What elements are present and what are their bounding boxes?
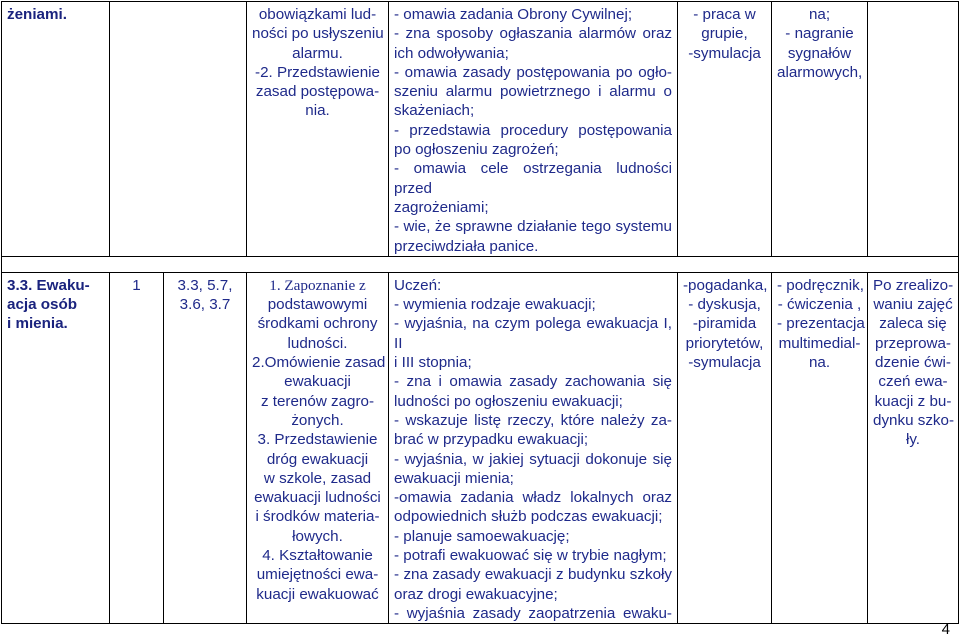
text-line: i mienia.: [7, 315, 68, 333]
text-line: -symulacja: [688, 354, 761, 372]
curriculum-table: [1, 1, 959, 624]
text-line: dynku szko-: [873, 411, 955, 429]
text-line: przeprowa-: [875, 334, 951, 352]
text-line: żonych.: [291, 411, 344, 429]
text-line: ludności.: [287, 334, 348, 352]
text-line: umiejętności ewa-: [256, 566, 379, 584]
text-line: odpowiednich służb podczas ewakuacji;: [394, 508, 663, 526]
text-line: - podręcznik,: [777, 276, 864, 294]
text-line: - omawia zadania Obrony Cywilnej;: [394, 6, 633, 23]
text-line: - wskazuje listę rzeczy, które należy za-: [394, 411, 672, 429]
table-row: [2, 272, 959, 623]
text-line: środkami ochrony: [257, 315, 378, 333]
cell-aids: [772, 2, 868, 257]
text-line: ich odwoływania;: [394, 44, 509, 62]
text-line: - nagranie: [785, 25, 854, 43]
text-line: ności po usłyszeniu: [252, 25, 384, 43]
text-line: -piramida: [692, 315, 757, 333]
text-line: 3. Przedstawienie: [257, 431, 378, 449]
text-line: dróg ewakuacji: [266, 450, 369, 468]
cell-content: [247, 272, 389, 623]
text-line: Po zrealizo-: [873, 276, 954, 294]
cell-notes: [868, 2, 959, 257]
text-line: oraz drogi ewakuacyjne;: [394, 585, 558, 603]
text-line: - planuje samoewakuację;: [394, 527, 570, 545]
text-line: w szkole, zasad: [263, 469, 372, 487]
text-line: - praca w: [693, 6, 756, 23]
text-line: skażeniach;: [394, 102, 475, 120]
text-line: ły.: [905, 431, 921, 449]
cell-hours: [110, 272, 164, 623]
text-line: 1. Zapoznanie z: [269, 276, 366, 294]
text-line: - omawia zasady postępowania po ogło-: [394, 63, 672, 81]
text-line: sygnałów: [787, 44, 852, 62]
cell-notes: [868, 272, 959, 623]
text-line: -2. Przedstawienie: [255, 63, 380, 81]
text-line: po ogłoszeniu zagrożeń;: [394, 141, 559, 159]
text-line: zaleca się: [879, 315, 947, 333]
text-line: podstawowymi: [267, 296, 368, 314]
text-line: waniu zajęć: [873, 296, 953, 314]
text-line: kuacji ewakuować: [256, 585, 379, 603]
text-line: -omawia zadania władz lokalnych oraz: [394, 489, 672, 507]
text-line: z terenów zagro-: [260, 392, 375, 410]
text-line: na.: [808, 354, 831, 372]
page-number: 4: [941, 621, 950, 638]
text-line: acja osób: [7, 296, 78, 314]
gap-cell: [2, 256, 959, 272]
text-line: 2.Omówienie zasad: [252, 354, 386, 372]
text-line: łowych.: [292, 527, 343, 545]
cell-aids: [772, 272, 868, 623]
cell-empty: [110, 2, 247, 257]
text-line: - zna i omawia zasady zachowania się: [394, 373, 672, 391]
text-line: - wyjaśnia zasady zaopatrzenia ewaku-: [394, 604, 672, 622]
text-line: dzenie ćwi-: [875, 354, 951, 372]
text-line: - przedstawia procedury postępowania: [394, 121, 672, 139]
cell-topic: [2, 2, 110, 257]
cell-requirements: [389, 272, 678, 623]
text-line: Uczeń:: [394, 276, 442, 294]
text-line: - zna sposoby ogłaszania alarmów oraz: [394, 25, 672, 43]
text-line: - wie, że sprawne działanie tego systemu: [394, 218, 672, 236]
cell-topic: [2, 272, 110, 623]
text-line: - zna zasady ewakuacji z budynku szkoły: [394, 566, 672, 584]
text-line: - wymienia rodzaje ewakuacji;: [394, 296, 596, 314]
text-line: ludności po ogłoszeniu ewakuacji;: [394, 392, 623, 410]
text-line: 3.3. Ewaku-: [7, 276, 90, 294]
text-line: zasad postępowa-: [255, 83, 380, 101]
text-line: na;: [808, 6, 831, 23]
text-line: ewakuacji mienia;: [394, 469, 514, 487]
text-line: ewakuacji ludności: [254, 489, 381, 507]
text-line: przeciwdziała panice.: [394, 237, 539, 255]
text-line: 3.3, 5.7,: [177, 276, 233, 294]
text-line: alarmu.: [292, 44, 343, 62]
text-line: -symulacja: [688, 44, 761, 62]
text-line: - wyjaśnia, na czym polega ewakuacja I, II: [394, 315, 672, 352]
text-line: 4. Kształtowanie: [262, 547, 373, 565]
cell-methods: [678, 272, 772, 623]
text-line: - dyskusja,: [688, 296, 761, 314]
text-line: zagrożeniami;: [394, 198, 489, 216]
text-line: grupie,: [701, 25, 748, 43]
cell-refs: [164, 272, 247, 623]
text-line: - ćwiczenia ,: [777, 296, 862, 314]
text-line: - prezentacja: [777, 315, 865, 333]
text-line: i III stopnia;: [394, 354, 472, 372]
table-row: [2, 2, 959, 257]
text-line: i środków materia-: [255, 508, 380, 526]
text-line: nia.: [305, 102, 330, 120]
hours-value: 1: [132, 276, 141, 294]
text-line: kuacji z bu-: [874, 392, 952, 410]
cell-content: [247, 2, 389, 257]
text-line: obowiązkami lud-: [258, 6, 377, 23]
text-line: brać w przypadku ewakuacji;: [394, 431, 589, 449]
text-line: -pogadanka,: [683, 276, 768, 294]
text-line: 3.6, 3.7: [179, 296, 231, 314]
text-line: multimedial-: [778, 334, 861, 352]
text-line: - omawia cele ostrzegania ludności przed: [394, 160, 672, 197]
text-line: - wyjaśnia, w jakiej sytuacji dokonuje się: [394, 450, 672, 468]
table-gap-row: [2, 256, 959, 272]
text-line: żeniami.: [7, 6, 67, 23]
cell-requirements: [389, 2, 678, 257]
text-line: ewakuacji: [284, 373, 351, 391]
text-line: szeniu alarmu powietrznego i alarmu o: [394, 83, 672, 101]
text-line: priorytetów,: [685, 334, 764, 352]
text-line: alarmowych,: [777, 63, 863, 81]
text-line: czeń ewa-: [878, 373, 948, 391]
cell-methods: [678, 2, 772, 257]
text-line: - potrafi ewakuować się w trybie nagłym;: [394, 547, 667, 565]
